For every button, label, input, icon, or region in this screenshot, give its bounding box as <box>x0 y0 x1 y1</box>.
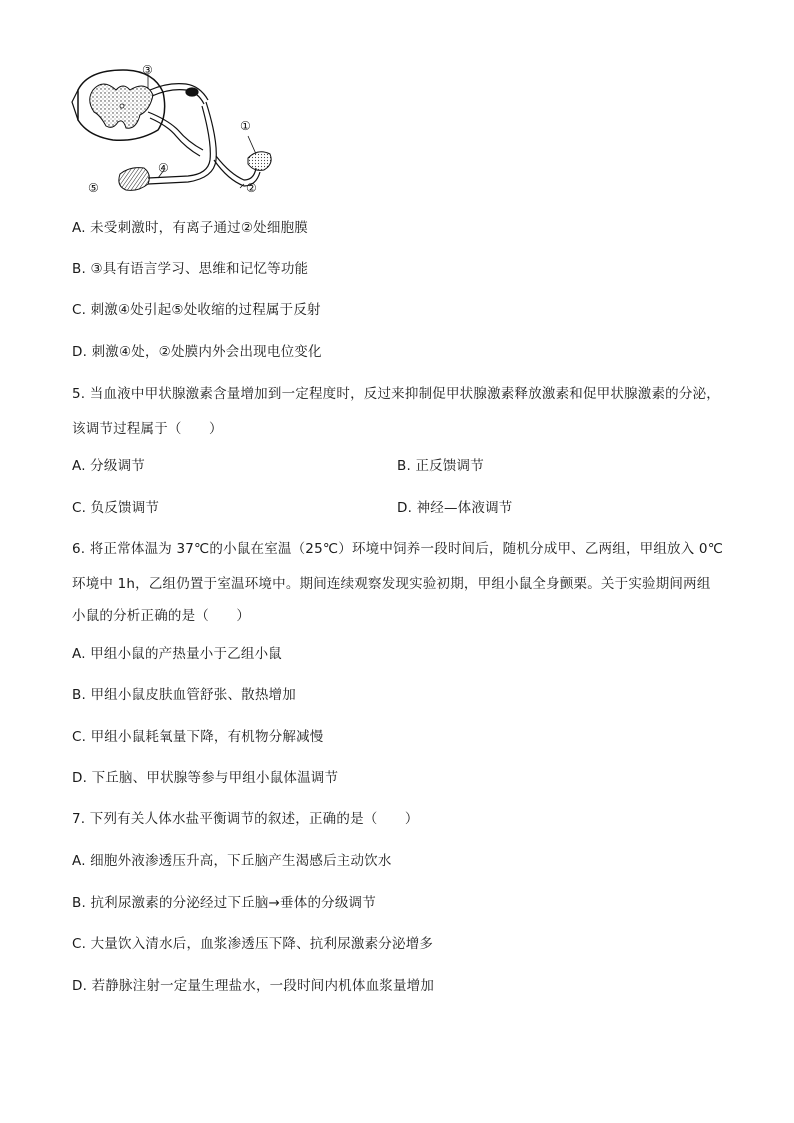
spinal-cord <box>72 70 165 140</box>
q7-option-b: B. 抗利尿激素的分泌经过下丘脑→垂体的分级调节 <box>72 895 376 911</box>
label-3: ③ <box>142 63 153 77</box>
label-2: ② <box>246 181 257 195</box>
q4-option-a: A. 未受刺激时，有离子通过②处细胞膜 <box>72 220 308 236</box>
q4-option-b: B. ③具有语言学习、思维和记忆等功能 <box>72 261 309 277</box>
q6-stem-line1: 6. 将正常体温为 37℃的小鼠在室温（25℃）环境中饲养一段时间后，随机分成甲、乙两组，甲组放入 0℃ <box>72 541 724 557</box>
q5-stem-line2: 该调节过程属于（ ） <box>72 421 223 437</box>
q4-option-d: D. 刺激④处，②处膜内外会出现电位变化 <box>72 344 322 360</box>
q6-stem-line2: 环境中 1h，乙组仍置于室温环境中。期间连续观察发现实验初期，甲组小鼠全身颤栗。关于实验期间两组 <box>72 576 711 592</box>
q7-option-a: A. 细胞外液渗透压升高，下丘脑产生渴感后主动饮水 <box>72 853 392 869</box>
q5-stem-line1: 5. 当血液中甲状腺激素含量增加到一定程度时，反过来抑制促甲状腺激素释放激素和促甲状腺激素的分泌， <box>72 386 720 402</box>
label-1: ① <box>240 119 251 133</box>
q5-option-b: B. 正反馈调节 <box>397 458 484 474</box>
q7-option-d: D. 若静脉注射一定量生理盐水，一段时间内机体血浆量增加 <box>72 978 435 994</box>
q6-option-b: B. 甲组小鼠皮肤血管舒张、散热增加 <box>72 687 296 703</box>
q5-option-c: C. 负反馈调节 <box>72 500 160 516</box>
reflex-arc-svg <box>68 60 290 200</box>
label-4: ④ <box>158 161 169 175</box>
reflex-arc-diagram <box>68 60 290 200</box>
label-5: ⑤ <box>88 181 99 195</box>
q5-option-a: A. 分级调节 <box>72 458 145 474</box>
q6-option-a: A. 甲组小鼠的产热量小于乙组小鼠 <box>72 646 282 662</box>
q7-stem: 7. 下列有关人体水盐平衡调节的叙述，正确的是（ ） <box>72 811 419 827</box>
receptor <box>248 152 271 171</box>
q7-option-c: C. 大量饮入清水后，血浆渗透压下降、抗利尿激素分泌增多 <box>72 936 434 952</box>
q5-option-d: D. 神经—体液调节 <box>397 500 513 516</box>
effector-muscle <box>119 168 149 191</box>
q6-option-c: C. 甲组小鼠耗氧量下降，有机物分解减慢 <box>72 729 324 745</box>
q6-option-d: D. 下丘脑、甲状腺等参与甲组小鼠体温调节 <box>72 770 339 786</box>
q4-option-c: C. 刺激④处引起⑤处收缩的过程属于反射 <box>72 302 321 318</box>
q6-stem-line3: 小鼠的分析正确的是（ ） <box>72 608 251 624</box>
